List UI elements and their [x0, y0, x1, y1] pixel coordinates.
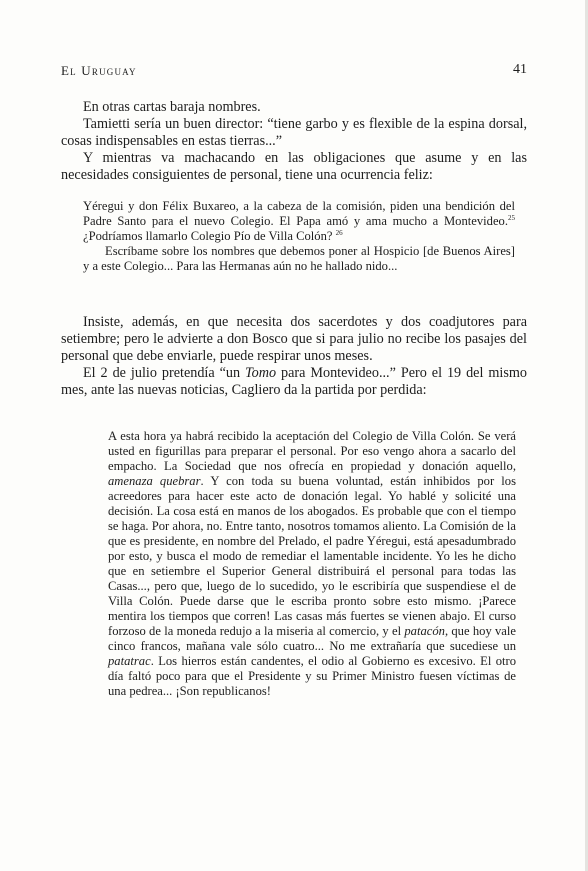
running-head: El Uruguay — [61, 63, 137, 78]
body-text-middle — [61, 314, 527, 399]
paragraph-text: El 2 de julio pretendía “un — [83, 365, 246, 381]
paragraph: Y mientras va machacando en las obligaciones que asume y en las necesidades consiguientes de personal, tiene una ocurrencia feliz: — [61, 150, 527, 183]
quote-paragraph — [108, 429, 516, 699]
quote-text: , que hoy vale cinco francos, mañana vale sólo cuatro... No me extrañaría que sucediese un — [108, 624, 516, 653]
quote-text: . Y con toda su buena voluntad, están inhibidos por los acreedores para hacer este acto de donación legal. Yo hablé y solicité una decisión. La cosa está en manos de los abogados. Es probable que con el tiempo se haga. Por ahora, no. Entre tanto, nosotros tomamos aliento. La Comisión de la que es presidente, en nombre del Prelado, el padre Yéregui, está apesadumbrado por esto, y busca el modo de remediar el lamentable incidente. Yo les he dicho que en setiembre el Superior General distribuirá el personal para todas las Casas..., pero que, luego de lo sucedido, yo le escribiría que suspendiese el de Villa Colón. Puede darse que le escriba pronto sobre esto mismo. ¡Parece mentira los tiempos que corren! Las casas más fuertes se vienen abajo. El curso forzoso de la moneda redujo a la miseria al comercio, y el — [108, 474, 516, 638]
footnote-ref-26: 26 — [335, 228, 343, 237]
quote-paragraph: Escríbame sobre los nombres que debemos poner al Hospicio [de Buenos Aires] y a este Colegio... Para las Hermanas aún no he hallado nido... — [83, 244, 515, 273]
quote-text: A esta hora ya habrá recibido la aceptación del Colegio de Villa Colón. Se verá usted en figurillas para preparar el personal. Por eso vengo ahora a sacarlo del empacho. La Sociedad que nos ofrecía en propiedad y donación aquello, — [108, 429, 516, 473]
body-text-top — [61, 99, 527, 184]
italic-phrase: patacón — [404, 624, 445, 638]
paragraph: Tamietti sería un buen director: “tiene garbo y es flexible de la espina dorsal, cosas indispensables en estas tierras...” — [61, 116, 527, 149]
page-number: 41 — [513, 62, 527, 77]
paragraph-text: para Montevideo...” Pero el 19 del mismo mes, ante las nuevas noticias, Cagliero da la partida por perdida: — [61, 365, 527, 398]
paragraph: En otras cartas baraja nombres. — [83, 99, 261, 115]
paragraph: Insiste, además, en que necesita dos sacerdotes y dos coadjutores para setiembre; pero le advierte a don Bosco que si para julio no recibe los pasajes del personal que debe enviarle, puede respirar unos meses. — [61, 314, 527, 364]
quote-text: . Los hierros están candentes, el odio al Gobierno es excesivo. El otro día faltó poco para que el Presidente y su Primer Ministro fuesen víctimas de una pedrea... ¡Son republicanos! — [108, 654, 516, 698]
quote-text: ¿Podríamos llamarlo Colegio Pío de Villa Colón? — [83, 229, 333, 243]
italic-phrase: patatrac — [108, 654, 151, 668]
quote-paragraph — [83, 199, 515, 244]
italic-title: Tomo — [245, 365, 277, 381]
block-quote-letter-2 — [108, 429, 516, 699]
footnote-ref-25: 25 — [508, 213, 515, 222]
paragraph — [61, 365, 527, 399]
page-header — [61, 63, 527, 83]
block-quote-letter-1 — [83, 199, 515, 274]
quote-text: Yéregui y don Félix Buxareo, a la cabeza de la comisión, piden una bendición del Padre Santo para el nuevo Colegio. El Papa amó y ama mucho a Montevideo. — [83, 199, 515, 228]
italic-phrase: amenaza quebrar — [108, 474, 201, 488]
